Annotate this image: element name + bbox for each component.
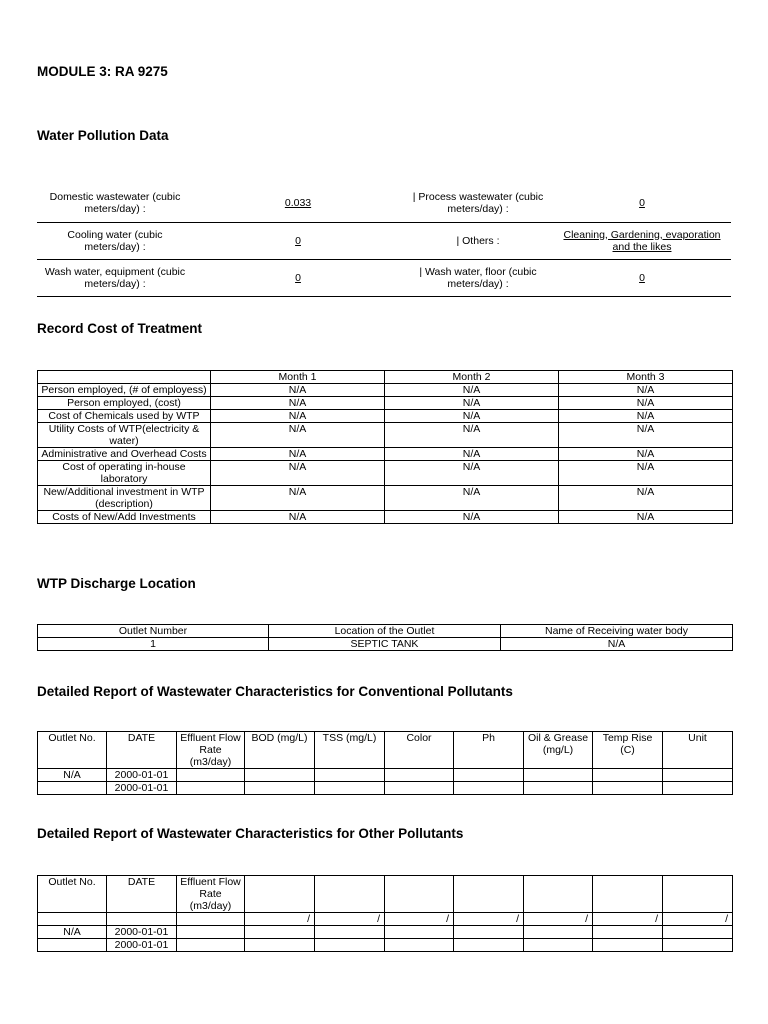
other-table [37,875,733,952]
table-cell [245,769,315,782]
table-cell [177,782,245,795]
field-label: | Others : [403,222,553,259]
table-cell: N/A [38,769,107,782]
discharge-header-row [38,625,733,638]
column-header: Outlet Number [38,625,269,638]
column-header: DATE [107,732,177,769]
field-value: 0 [553,185,731,222]
column-header: Name of Receiving water body [501,625,733,638]
cost-value: N/A [211,410,385,423]
table-cell [177,926,245,939]
column-header: Color [385,732,454,769]
slash-cell: / [593,913,663,926]
column-header: Month 1 [211,371,385,384]
column-header [38,371,211,384]
table-cell [454,926,524,939]
water-pollution-row [37,222,731,259]
table-cell: 2000-01-01 [107,926,177,939]
column-header: Outlet No. [38,732,107,769]
cost-value: N/A [559,486,733,511]
other-row [38,926,733,939]
cost-value: N/A [211,486,385,511]
cost-value: N/A [559,511,733,524]
slash-cell [177,913,245,926]
cost-row [38,461,733,486]
column-header: TSS (mg/L) [315,732,385,769]
cost-row [38,423,733,448]
discharge-value: SEPTIC TANK [269,638,501,651]
water-pollution-table [37,185,731,297]
column-header: Month 2 [385,371,559,384]
water-pollution-row [37,259,731,296]
row-label: Person employed, (# of employess) [38,384,211,397]
cost-value: N/A [211,511,385,524]
field-value: Cleaning, Gardening, evaporation and the likes [553,222,731,259]
row-label: New/Additional investment in WTP (description) [38,486,211,511]
cost-value: N/A [211,448,385,461]
table-cell [663,926,733,939]
cost-row [38,486,733,511]
table-cell [454,782,524,795]
slash-cell: / [663,913,733,926]
table-cell [177,939,245,952]
field-label: Wash water, equipment (cubic meters/day) : [37,259,193,296]
field-value: 0 [193,222,403,259]
table-cell: 2000-01-01 [107,782,177,795]
other-heading: Detailed Report of Wastewater Characteristics for Other Pollutants [37,826,464,841]
cost-value: N/A [559,397,733,410]
table-cell [593,769,663,782]
table-cell [245,782,315,795]
cost-value: N/A [559,384,733,397]
table-cell [454,939,524,952]
column-header: Unit [663,732,733,769]
table-cell [245,926,315,939]
cost-value: N/A [559,410,733,423]
table-cell [663,782,733,795]
table-cell [593,926,663,939]
cost-row [38,397,733,410]
column-header [454,876,524,913]
row-label: Cost of Chemicals used by WTP [38,410,211,423]
column-header: Location of the Outlet [269,625,501,638]
cost-value: N/A [559,423,733,448]
cost-value: N/A [211,461,385,486]
column-header: DATE [107,876,177,913]
field-label: Cooling water (cubic meters/day) : [37,222,193,259]
cost-value: N/A [211,384,385,397]
cost-row [38,384,733,397]
table-cell [385,926,454,939]
cost-value: N/A [385,448,559,461]
table-cell [385,939,454,952]
discharge-value: N/A [501,638,733,651]
column-header [315,876,385,913]
table-cell [245,939,315,952]
column-header [663,876,733,913]
column-header: Effluent Flow Rate (m3/day) [177,876,245,913]
discharge-value: 1 [38,638,269,651]
table-cell [663,939,733,952]
cost-value: N/A [385,486,559,511]
column-header [245,876,315,913]
slash-cell: / [524,913,593,926]
table-cell [593,939,663,952]
table-cell [454,769,524,782]
cost-value: N/A [385,384,559,397]
water-pollution-heading: Water Pollution Data [37,128,169,143]
table-cell [524,769,593,782]
conventional-table [37,731,733,795]
field-label: Domestic wastewater (cubic meters/day) : [37,185,193,222]
column-header: Ph [454,732,524,769]
row-label: Utility Costs of WTP(electricity & water) [38,423,211,448]
slash-cell: / [245,913,315,926]
column-header: Outlet No. [38,876,107,913]
column-header [524,876,593,913]
column-header: Month 3 [559,371,733,384]
table-cell [38,939,107,952]
cost-value: N/A [559,461,733,486]
cost-value: N/A [385,461,559,486]
column-header [593,876,663,913]
field-value: 0 [193,259,403,296]
cost-value: N/A [385,511,559,524]
cost-value: N/A [211,423,385,448]
slash-cell: / [315,913,385,926]
cost-table [37,370,733,524]
table-cell [385,769,454,782]
table-cell [315,782,385,795]
column-header: Temp Rise (C) [593,732,663,769]
table-cell: 2000-01-01 [107,939,177,952]
field-label: | Wash water, floor (cubic meters/day) : [403,259,553,296]
table-cell: 2000-01-01 [107,769,177,782]
field-label: | Process wastewater (cubic meters/day) : [403,185,553,222]
table-cell [524,926,593,939]
table-cell [38,782,107,795]
slash-cell: / [385,913,454,926]
slash-cell: / [454,913,524,926]
cost-value: N/A [211,397,385,410]
field-value: 0 [553,259,731,296]
discharge-table [37,624,733,651]
field-value: 0.033 [193,185,403,222]
table-cell [593,782,663,795]
conventional-row [38,769,733,782]
cost-header-row [38,371,733,384]
discharge-heading: WTP Discharge Location [37,576,196,591]
table-cell [524,939,593,952]
table-cell [315,769,385,782]
column-header: Oil & Grease (mg/L) [524,732,593,769]
cost-row [38,448,733,461]
table-cell [663,769,733,782]
slash-cell [107,913,177,926]
cost-value: N/A [385,410,559,423]
column-header [385,876,454,913]
other-row [38,939,733,952]
row-label: Person employed, (cost) [38,397,211,410]
table-cell: N/A [38,926,107,939]
table-cell [315,926,385,939]
module-title: MODULE 3: RA 9275 [37,64,168,79]
table-cell [177,769,245,782]
cost-heading: Record Cost of Treatment [37,321,203,336]
conventional-row [38,782,733,795]
slash-cell [38,913,107,926]
cost-value: N/A [385,397,559,410]
table-cell [524,782,593,795]
column-header: Effluent Flow Rate (m3/day) [177,732,245,769]
row-label: Costs of New/Add Investments [38,511,211,524]
conventional-header-row [38,732,733,769]
discharge-row [38,638,733,651]
table-cell [385,782,454,795]
cost-value: N/A [559,448,733,461]
other-slash-row [38,913,733,926]
column-header: BOD (mg/L) [245,732,315,769]
row-label: Administrative and Overhead Costs [38,448,211,461]
row-label: Cost of operating in-house laboratory [38,461,211,486]
other-header-row [38,876,733,913]
cost-row [38,511,733,524]
water-pollution-row [37,185,731,222]
table-cell [315,939,385,952]
cost-row [38,410,733,423]
conventional-heading: Detailed Report of Wastewater Characteristics for Conventional Pollutants [37,684,513,699]
cost-value: N/A [385,423,559,448]
